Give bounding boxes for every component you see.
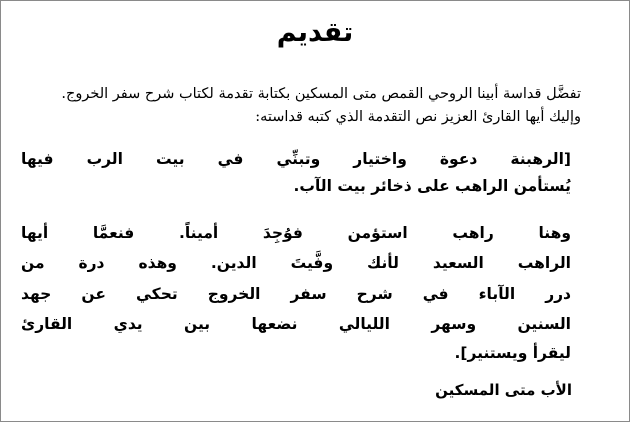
intro-line-1: تفضَّل قداسة أبينا الروحي القمص متى المسكين بكتابة تقدمة لكتاب شرح سفر الخروج.: [61, 86, 581, 102]
quote-line-6: السنين وسهر الليالي نضعها بين يدي القارئ: [21, 315, 571, 333]
quote-line-4: الراهب السعيد لأنك وفَّيتَ الدين. وهذه درة من: [21, 254, 571, 272]
intro-line-2: وإليك أيها القارئ العزيز نص التقدمة الذي كتبه قداسته:: [255, 109, 581, 125]
page-title: تقديم: [276, 17, 354, 48]
quote-line-3: وهنا راهب استؤمن فوُجِدَ أميناً. فنعمَّا أيها: [21, 224, 571, 242]
signature: الأب متى المسكين: [435, 381, 572, 399]
quote-line-5: درر الآباء في شرح سفر الخروج تحكي عن جهد: [21, 285, 571, 303]
quote-line-2: يُستأمن الراهب على ذخائر بيت الآب.: [293, 177, 571, 195]
quote-line-7: ليقرأ ويستنير].: [454, 344, 571, 362]
quote-line-1: [الرهبنة دعوة واختيار وتبنِّي في بيت الرب فيها: [21, 150, 571, 168]
